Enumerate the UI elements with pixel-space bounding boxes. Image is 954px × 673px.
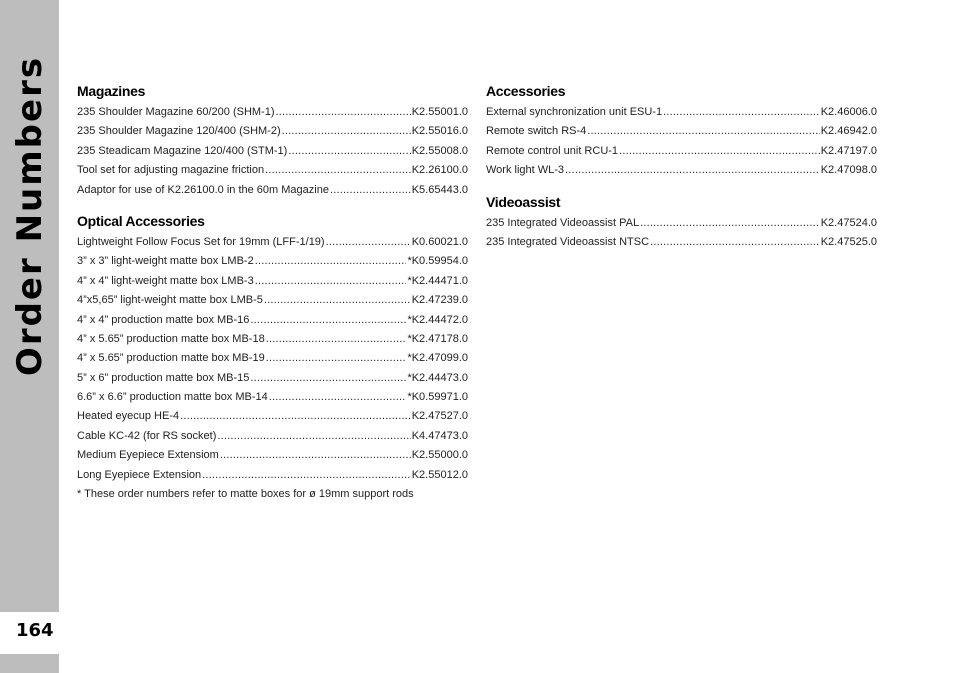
item-name: Medium Eyepiece Extensiom: [77, 449, 219, 462]
item-name: 4” x 4” production matte box MB-16: [77, 313, 250, 326]
videoassist-section: [486, 193, 877, 253]
order-number: K2.46006.0: [820, 106, 877, 118]
item-name: External synchronization unit ESU-1: [486, 106, 663, 118]
item-name: 235 Shoulder Magazine 60/200 (SHM-1): [77, 106, 275, 118]
item-name: 235 Integrated Videoassist PAL: [486, 216, 640, 229]
list-item: [77, 330, 468, 349]
list-item: [77, 369, 468, 388]
list-item: [486, 103, 877, 122]
side-title: Order Numbers: [10, 55, 50, 377]
order-number: K2.47239.0: [411, 294, 468, 307]
dot-leader: [640, 214, 820, 233]
dot-leader: [288, 142, 410, 161]
item-name: Long Eyepiece Extension: [77, 468, 202, 481]
item-name: 5” x 6” production matte box MB-15: [77, 371, 250, 384]
list-item: [486, 122, 877, 141]
item-name: 235 Steadicam Magazine 120/400 (STM-1): [77, 144, 288, 157]
dot-leader: [326, 233, 411, 252]
dot-leader: [265, 161, 411, 180]
order-number: K5.65443.0: [411, 183, 468, 196]
dot-leader: [663, 103, 820, 122]
order-number: K2.55000.0: [411, 449, 468, 462]
dot-leader: [180, 407, 411, 426]
item-name: Adaptor for use of K2.26100.0 in the 60m Magazine: [77, 183, 329, 196]
order-number: K0.60021.0: [411, 235, 468, 248]
optical-accessories-section: [77, 212, 468, 504]
item-name: 3” x 3” light-weight matte box LMB-2: [77, 255, 254, 268]
item-name: 4” x 4” light-weight matte box LMB-3: [77, 274, 254, 287]
order-number: K2.46942.0: [820, 125, 877, 138]
magazines-section: [77, 82, 468, 200]
accessories-section: [486, 82, 877, 181]
footnote: * These order numbers refer to matte boxes for ø 19mm support rods: [77, 488, 414, 501]
order-number: K2.47098.0: [820, 164, 877, 177]
videoassist-heading: Videoassist: [486, 193, 561, 210]
list-item: [486, 214, 877, 233]
dot-leader: [220, 446, 411, 465]
order-number: *K2.44473.0: [407, 371, 468, 384]
order-number: K2.47197.0: [820, 144, 877, 157]
list-item: [77, 311, 468, 330]
order-number: K2.47527.0: [411, 410, 468, 423]
right-column: [486, 82, 877, 264]
order-number: K2.55001.0: [411, 106, 468, 118]
list-item: [77, 291, 468, 310]
dot-leader: [250, 311, 406, 330]
item-name: Remote switch RS-4: [486, 125, 587, 138]
item-name: Work light WL-3: [486, 164, 565, 177]
order-number: K2.26100.0: [411, 164, 468, 177]
list-item: [77, 446, 468, 465]
list-item: [77, 407, 468, 426]
dot-leader: [276, 103, 411, 122]
dot-leader: [587, 122, 819, 141]
item-name: Lightweight Follow Focus Set for 19mm (LFF-1/19): [77, 235, 325, 248]
dot-leader: [650, 233, 820, 252]
list-item: [486, 142, 877, 161]
order-number: *K2.44472.0: [407, 313, 468, 326]
order-number: *K0.59971.0: [407, 391, 468, 404]
list-item: [77, 181, 468, 200]
order-number: K2.47524.0: [820, 216, 877, 229]
list-item: [486, 161, 877, 180]
accessories-heading: Accessories: [486, 83, 566, 99]
left-column: [77, 82, 468, 516]
item-name: 6.6” x 6.6” production matte box MB-14: [77, 391, 268, 404]
dot-leader: [202, 466, 411, 485]
item-name: 4” x 5.65” production matte box MB-19: [77, 352, 265, 365]
dot-leader: [330, 181, 411, 200]
dot-leader: [565, 161, 820, 180]
list-item: [77, 142, 468, 161]
order-number: *K2.47178.0: [407, 332, 468, 345]
order-number: K2.55012.0: [411, 468, 468, 481]
list-item: [77, 252, 468, 271]
order-number: K2.47525.0: [820, 235, 877, 248]
list-item: [77, 233, 468, 252]
item-name: Remote control unit RCU-1: [486, 144, 619, 157]
item-name: 235 Shoulder Magazine 120/400 (SHM-2): [77, 125, 281, 138]
item-name: Heated eyecup HE-4: [77, 410, 180, 423]
item-name: 4” x 5.65” production matte box MB-18: [77, 332, 265, 345]
list-item: [77, 272, 468, 291]
list-item: [77, 161, 468, 180]
item-name: Tool set for adjusting magazine friction: [77, 164, 265, 177]
list-item: [486, 233, 877, 252]
page-number: 164: [16, 620, 54, 641]
dot-leader: [266, 349, 407, 368]
dot-leader: [264, 291, 411, 310]
dot-leader: [269, 388, 407, 407]
dot-leader: [255, 272, 407, 291]
order-number: *K2.44471.0: [407, 274, 468, 287]
dot-leader: [250, 369, 406, 388]
order-number: K4.47473.0: [411, 429, 468, 442]
order-number: *K2.47099.0: [407, 352, 468, 365]
magazines-heading: Magazines: [77, 83, 146, 99]
item-name: Cable KC-42 (for RS socket): [77, 429, 217, 442]
dot-leader: [619, 142, 820, 161]
dot-leader: [217, 427, 410, 446]
list-item: [77, 427, 468, 446]
item-name: 235 Integrated Videoassist NTSC: [486, 235, 650, 248]
dot-leader: [255, 252, 407, 271]
dot-leader: [266, 330, 407, 349]
item-name: 4”x5,65” light-weight matte box LMB-5: [77, 294, 263, 307]
list-item: [77, 388, 468, 407]
optical-accessories-heading: Optical Accessories: [77, 212, 205, 229]
dot-leader: [282, 122, 411, 141]
order-number: K2.55016.0: [411, 125, 468, 138]
list-item: [77, 103, 468, 122]
list-item: [77, 122, 468, 141]
order-number: *K0.59954.0: [407, 255, 468, 268]
list-item: [77, 349, 468, 368]
order-number: K2.55008.0: [411, 144, 468, 157]
list-item: [77, 466, 468, 485]
